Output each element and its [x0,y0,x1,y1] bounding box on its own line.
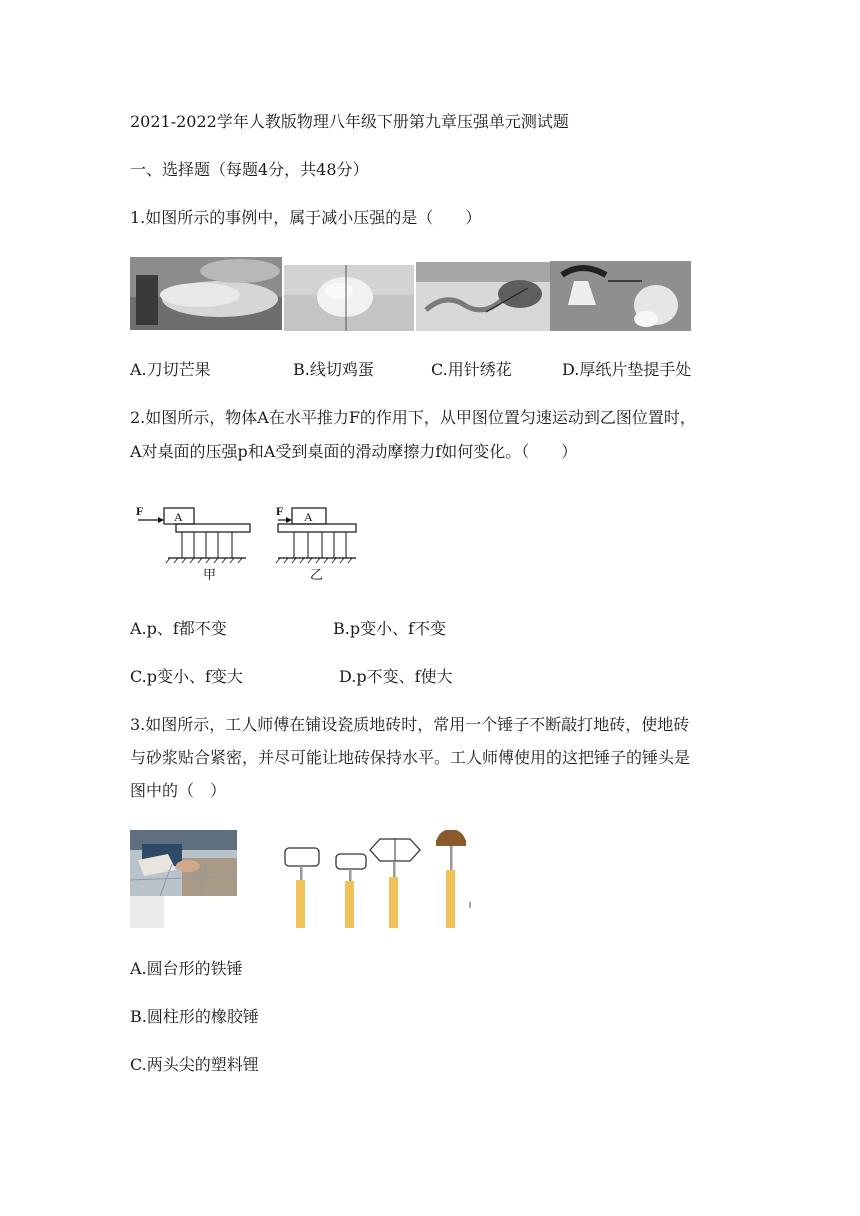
diagram-yi [276,504,356,582]
q3-option-c: C.两头尖的塑料锂 [130,1055,259,1074]
q2-option-a: A.p、f都不变 [130,619,227,638]
q1-option-b: B.线切鸡蛋 [293,360,374,379]
question-3-stem-line1: 3.如图所示，工人师傅在铺设瓷质地砖时，常用一个锤子不断敲打地砖，使地砖 [130,715,690,734]
caption-jia: 甲 [203,567,217,582]
hammer-heads-diagram [285,830,470,928]
tile-laying-photo [130,830,237,928]
question-3-stem-line3: 图中的（ ） [130,781,227,800]
needle-embroidery-photo [416,262,550,331]
q3-option-a: A.圆台形的铁锤 [130,959,243,978]
force-label-yi: F [276,504,284,518]
mango-cutting-photo [130,257,282,330]
question-1-photos [130,257,692,331]
diagram-jia [136,504,250,582]
q1-option-c: C.用针绣花 [431,360,512,379]
q2-option-b: B.p变小、f不变 [333,619,447,638]
object-label-jia: A [174,510,183,524]
question-2-stem-line1: 2.如图所示，物体A在水平推力F的作用下，从甲图位置匀速运动到乙图位置时， [130,408,696,427]
question-3-figures [130,830,475,930]
question-1-stem: 1.如图所示的事例中，属于减小压强的是（ ） [130,208,482,227]
q2-option-d: D.p不变、f使大 [339,667,453,686]
question-3-stem-line2: 与砂浆贴合紧密，并尽可能让地砖保持水平。工人师傅使用的这把锤子的锤头是 [130,748,691,767]
question-2-stem-line2: A对桌面的压强p和A受到桌面的滑动摩擦力f如何变化。（ ） [130,442,578,461]
q1-option-d: D.厚纸片垫提手处 [562,360,692,379]
friction-diagram [132,500,372,586]
caption-yi: 乙 [310,567,324,582]
section-heading: 一、选择题（每题4分，共48分） [130,160,369,179]
object-label-yi: A [304,510,313,524]
cardboard-handle-photo [550,261,691,331]
egg-wire-cutting-photo [284,265,414,331]
force-label-jia: F [136,504,144,518]
q3-option-b: B.圆柱形的橡胶锤 [130,1007,259,1026]
q1-option-a: A.刀切芒果 [130,360,211,379]
q2-option-c: C.p变小、f变大 [130,667,243,686]
document-title: 2021-2022学年人教版物理八年级下册第九章压强单元测试题 [130,112,569,131]
